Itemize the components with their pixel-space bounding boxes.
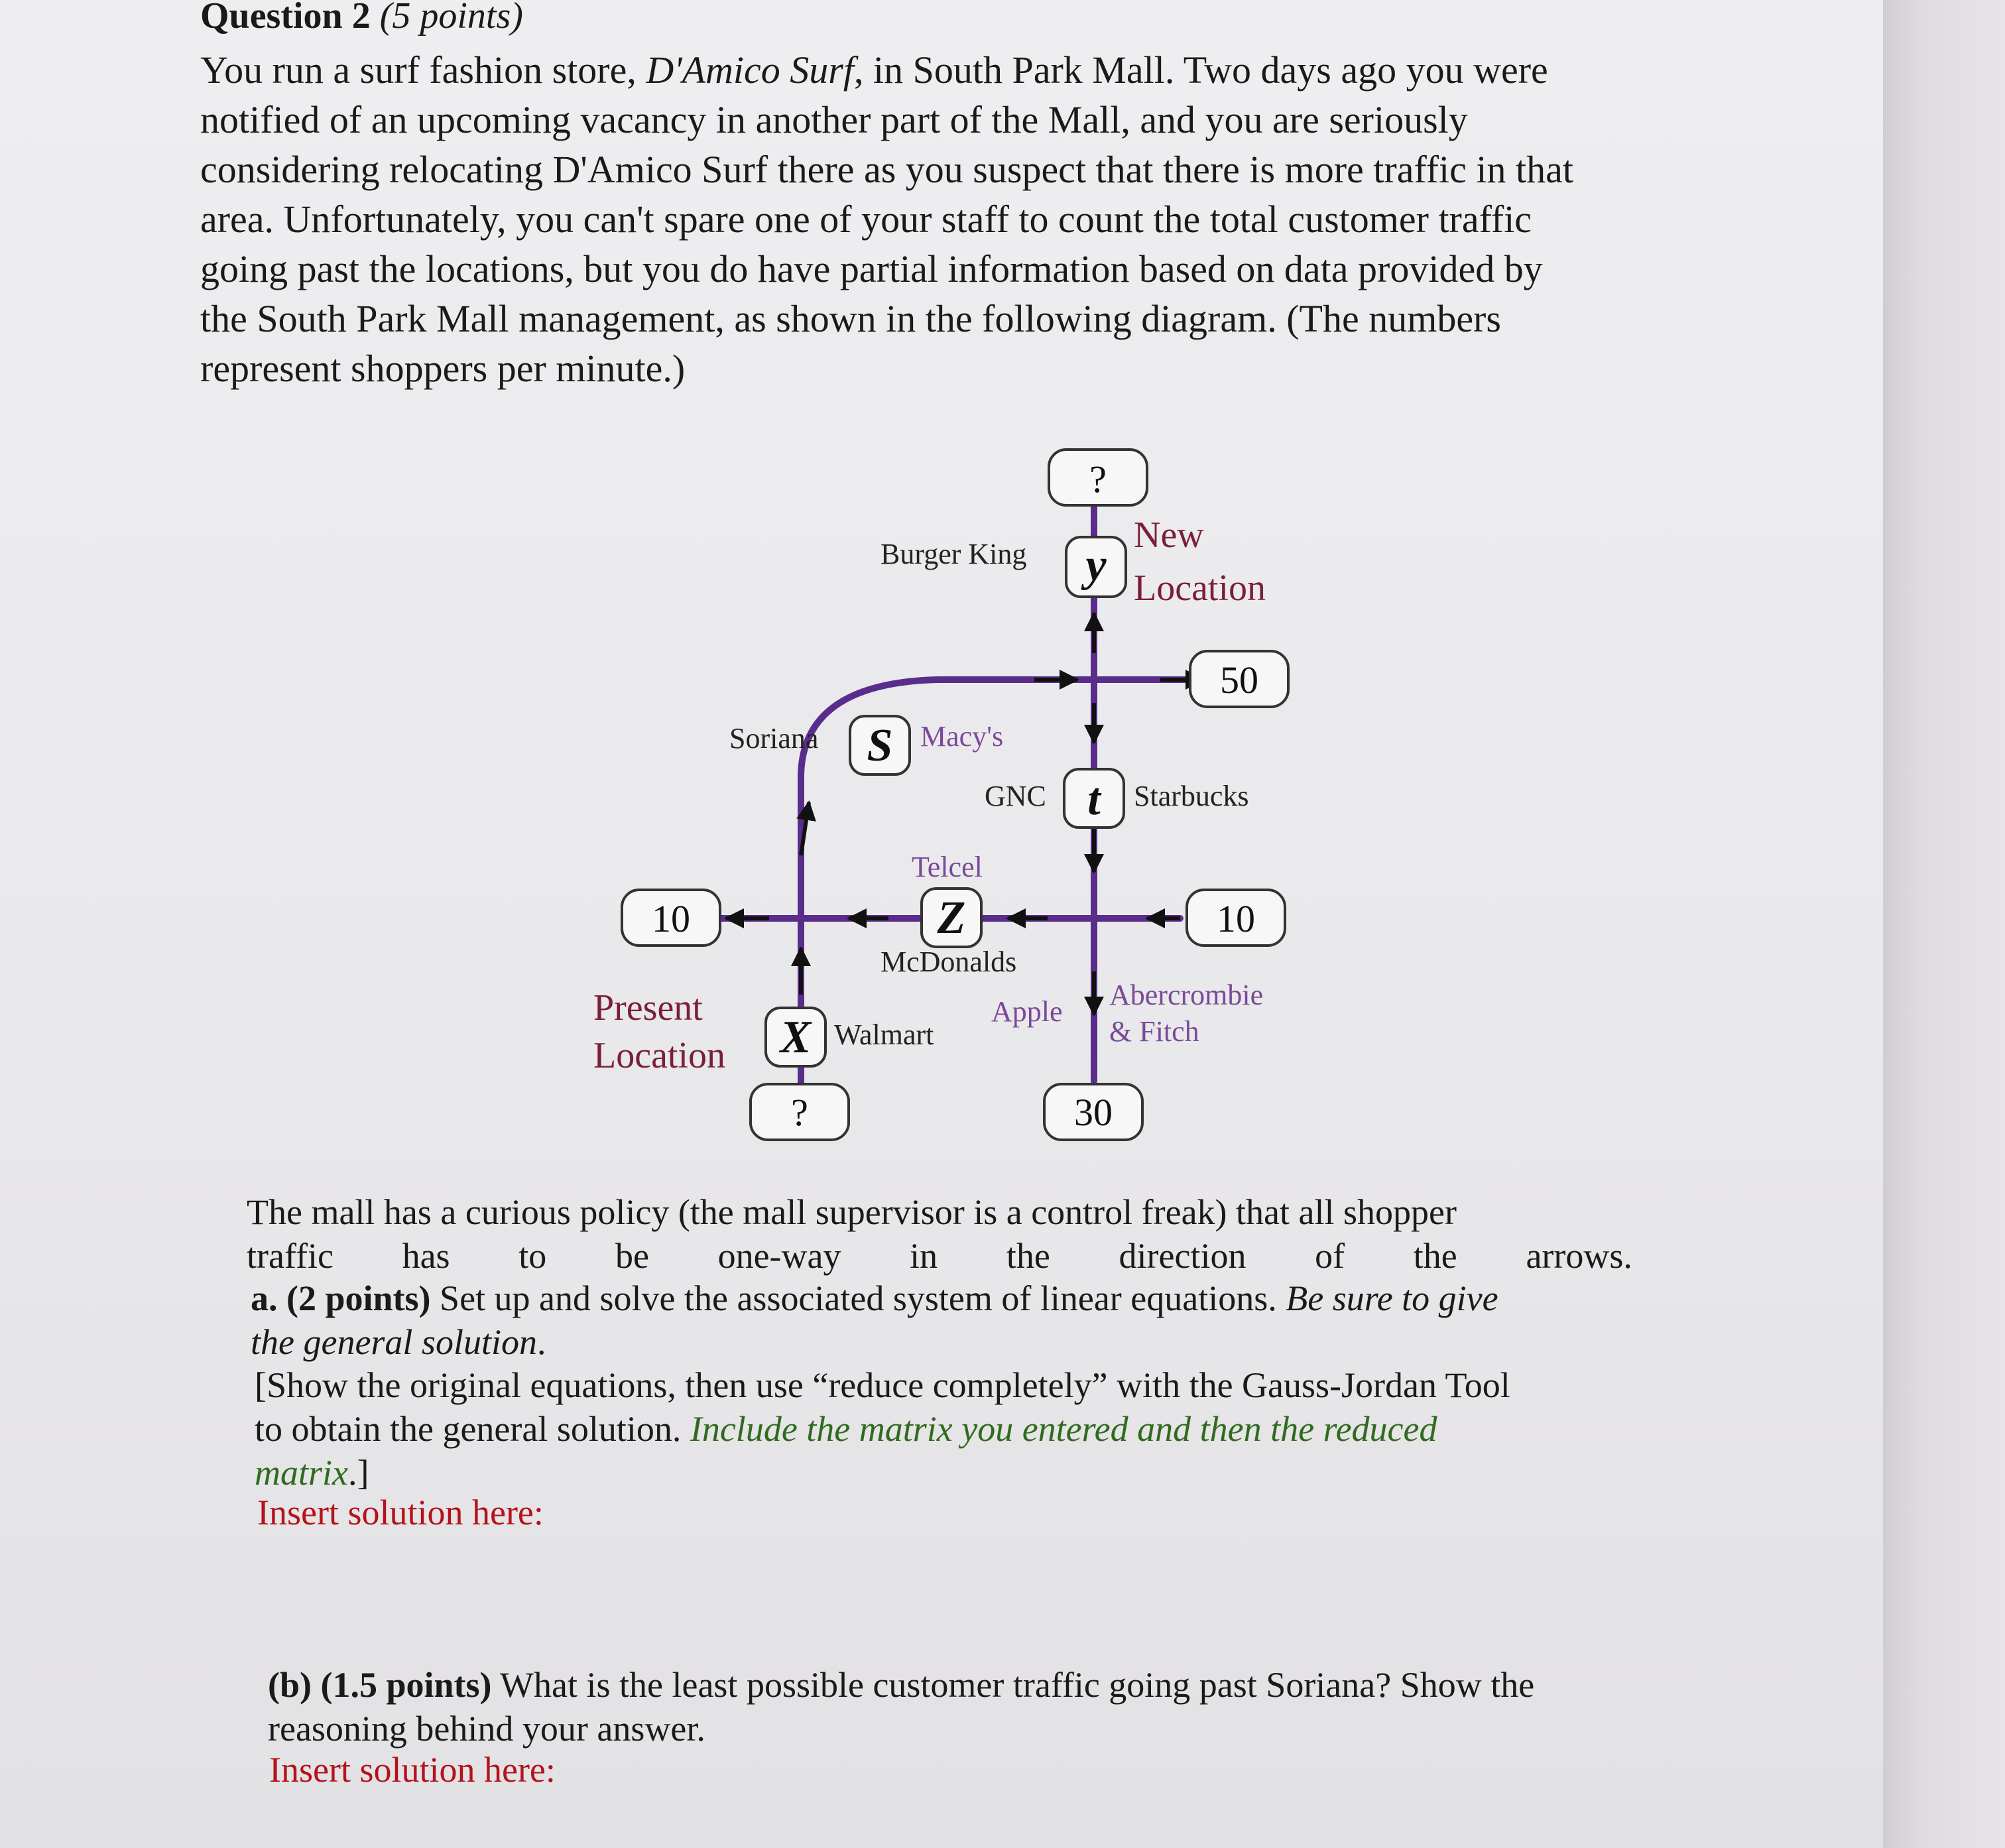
page-edge: [1883, 0, 2005, 1848]
label-burger-king: Burger King: [881, 538, 1027, 570]
intro-line: considering relocating D'Amico Surf there as you suspect that there is more traffic in that: [200, 148, 1573, 191]
value-right-lower: 10: [1217, 897, 1255, 940]
policy-paragraph: [247, 1190, 1632, 1278]
intro-paragraph: [200, 45, 1692, 393]
policy-line-2: traffic has to be one-way in the direction of the arrows.: [247, 1236, 1632, 1276]
node-x: X: [780, 1012, 812, 1063]
mall-traffic-diagram: [577, 431, 1339, 1154]
part-b-points: (1.5 points): [320, 1665, 492, 1705]
label-fitch: & Fitch: [1109, 1015, 1199, 1048]
part-a-instructions: [Show the original equations, then use “reduce completely” with the Gauss-Jordan Tool to obtain the general solution. Include the matrix you entered and then the reduced matrix.]: [255, 1365, 1510, 1493]
intro-line: area. Unfortunately, you can't spare one of your staff to count the total customer traffic: [200, 198, 1532, 241]
intro-line: notified of an upcoming vacancy in another part of the Mall, and you are seriously: [200, 98, 1468, 141]
intro-line: going past the locations, but you do have partial information based on data provided by: [200, 247, 1543, 290]
part-a-label: a.: [251, 1278, 278, 1318]
value-right-upper: 50: [1220, 658, 1258, 702]
node-y: y: [1085, 540, 1107, 591]
node-z: Z: [937, 893, 966, 944]
label-abercrombie: Abercrombie: [1109, 979, 1264, 1011]
value-bottom-right: 30: [1074, 1091, 1113, 1134]
label-new-location-1: New: [1134, 515, 1204, 556]
label-mcdonalds: McDonalds: [881, 946, 1017, 978]
value-left: 10: [652, 897, 690, 940]
variable-nodes: [766, 537, 1126, 1066]
part-a-points: (2 points): [286, 1278, 431, 1318]
label-macys: Macy's: [920, 720, 1004, 753]
intro-line: the South Park Mall management, as shown in the following diagram. (The numbers: [200, 297, 1501, 340]
part-a-prompt: a. (2 points) Set up and solve the associated system of linear equations. Be sure to give the general solution.: [251, 1278, 1498, 1362]
value-bottom-left: ?: [791, 1091, 808, 1134]
node-s: S: [867, 720, 893, 771]
value-top: ?: [1089, 458, 1107, 501]
insert-solution-b[interactable]: Insert solution here:: [269, 1750, 556, 1790]
node-t: t: [1087, 774, 1101, 825]
label-present-location-1: Present: [593, 987, 703, 1028]
intro-line: You run a surf fashion store, D'Amico Surf, in South Park Mall. Two days ago you were: [200, 48, 1548, 92]
label-starbucks: Starbucks: [1134, 780, 1249, 812]
label-present-location-2: Location: [593, 1035, 726, 1076]
part-b-prompt: (b) (1.5 points) What is the least possible customer traffic going past Soriana? Show the reasoning behind your answer.: [268, 1665, 1535, 1749]
label-apple: Apple: [991, 995, 1063, 1028]
insert-solution-a[interactable]: Insert solution here:: [257, 1493, 544, 1532]
question-header: [200, 0, 523, 37]
question-label: Question 2: [200, 0, 371, 36]
label-telcel: Telcel: [912, 851, 983, 883]
policy-line-1: The mall has a curious policy (the mall supervisor is a control freak) that all shopper: [247, 1192, 1457, 1232]
part-b-label: (b): [268, 1665, 312, 1705]
intro-line: represent shoppers per minute.): [200, 347, 686, 390]
question-points: (5 points): [379, 0, 523, 36]
label-walmart: Walmart: [834, 1018, 934, 1051]
label-new-location-2: Location: [1134, 568, 1266, 609]
label-soriana: Soriana: [729, 722, 819, 755]
store-name: D'Amico Surf: [646, 48, 854, 92]
label-gnc: GNC: [985, 780, 1046, 812]
